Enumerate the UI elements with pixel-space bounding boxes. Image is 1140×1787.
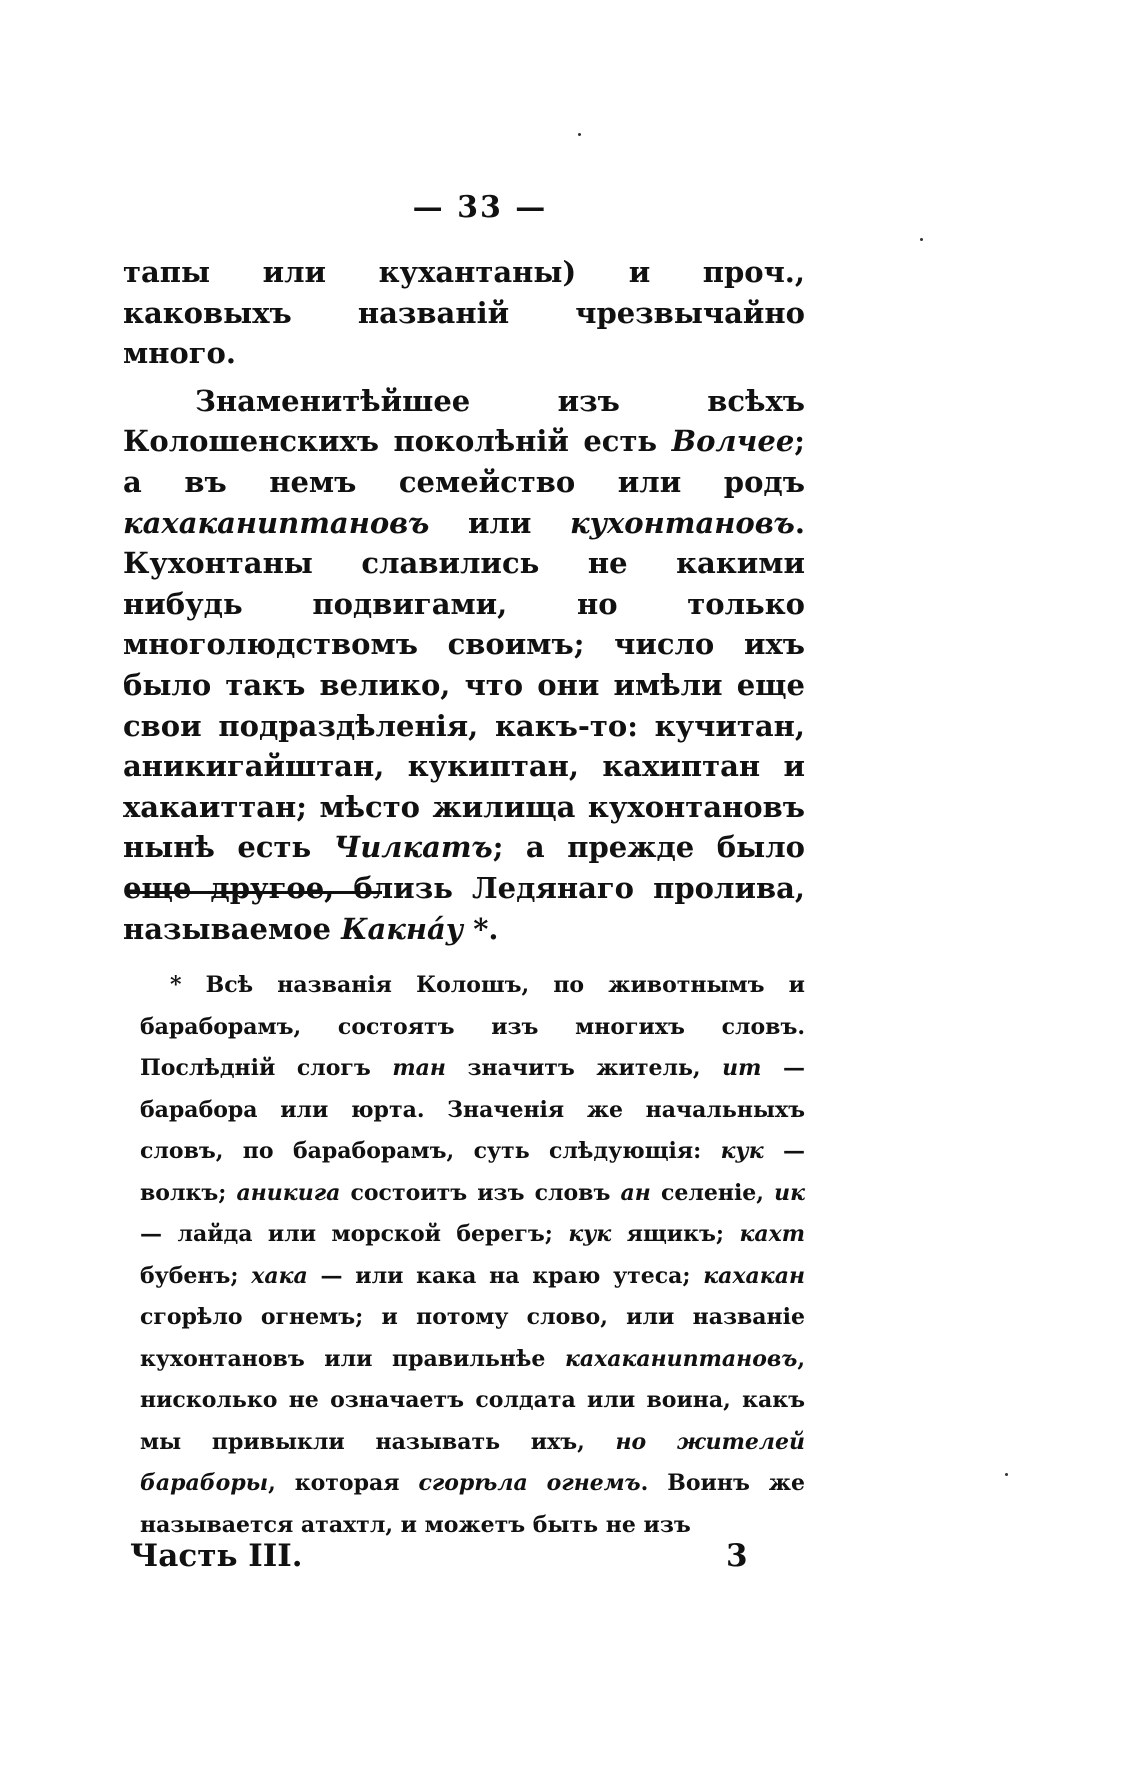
- main-text: [123, 252, 805, 949]
- print-speck: [920, 238, 923, 241]
- page-number: — 33 —: [412, 190, 548, 225]
- print-speck: [1005, 1473, 1008, 1476]
- paragraph-1: тапы или кухантаны) и проч., каковыхъ названій чрезвычайно много.: [123, 255, 805, 371]
- footnote-text: * Всѣ названія Колошъ, по животнымъ и барaборамъ, состоятъ изъ многихъ словъ. Послѣдній слогъ тан значитъ житель, ит — барабора или юрта. Значенія же начальныхъ словъ, по барaборамъ, суть слѣдующія: кук — волкъ; аникига состоитъ изъ словъ ан селеніе, ик — лайда или морской берегъ; кук ящикъ; кахт бубенъ; хака — или кака на краю утеса; кахакан сгорѣло огнемъ; и потому слово, или названіе кухонтановъ или правильнѣе кахаканиптановъ, нисколько не означаетъ солдата или воина, какъ мы привыкли называть ихъ, но жителей бараборы, которая сгорѣла огнемъ. Воинъ же называется атахтл, и можетъ быть не изъ: [140, 972, 806, 1538]
- print-speck: [578, 133, 581, 136]
- part-label: Часть III.: [130, 1538, 303, 1574]
- sheet-number: 3: [726, 1538, 748, 1574]
- footnote-separator: [127, 891, 382, 894]
- paragraph-2: Знаменитѣйшее изъ всѣхъ Колошенскихъ поколѣній есть Волчее; а въ немъ семейство или родъ кахаканиптановъ или кухонтановъ. Кухонтаны славились не какими нибудь подвигами, но только многолюдствомъ своимъ; число ихъ было такъ велико, что они имѣли еще свои подраздѣленія, какъ-то: кучитан, аникигайштан, кукиптан, кахиптан и хакаиттан; мѣсто жилища кухонтановъ нынѣ есть Чилкатъ; а прежде было еще другое, близь Ледянаго пролива, называемое Какнáу *.: [123, 383, 805, 946]
- footnote: [140, 965, 805, 1546]
